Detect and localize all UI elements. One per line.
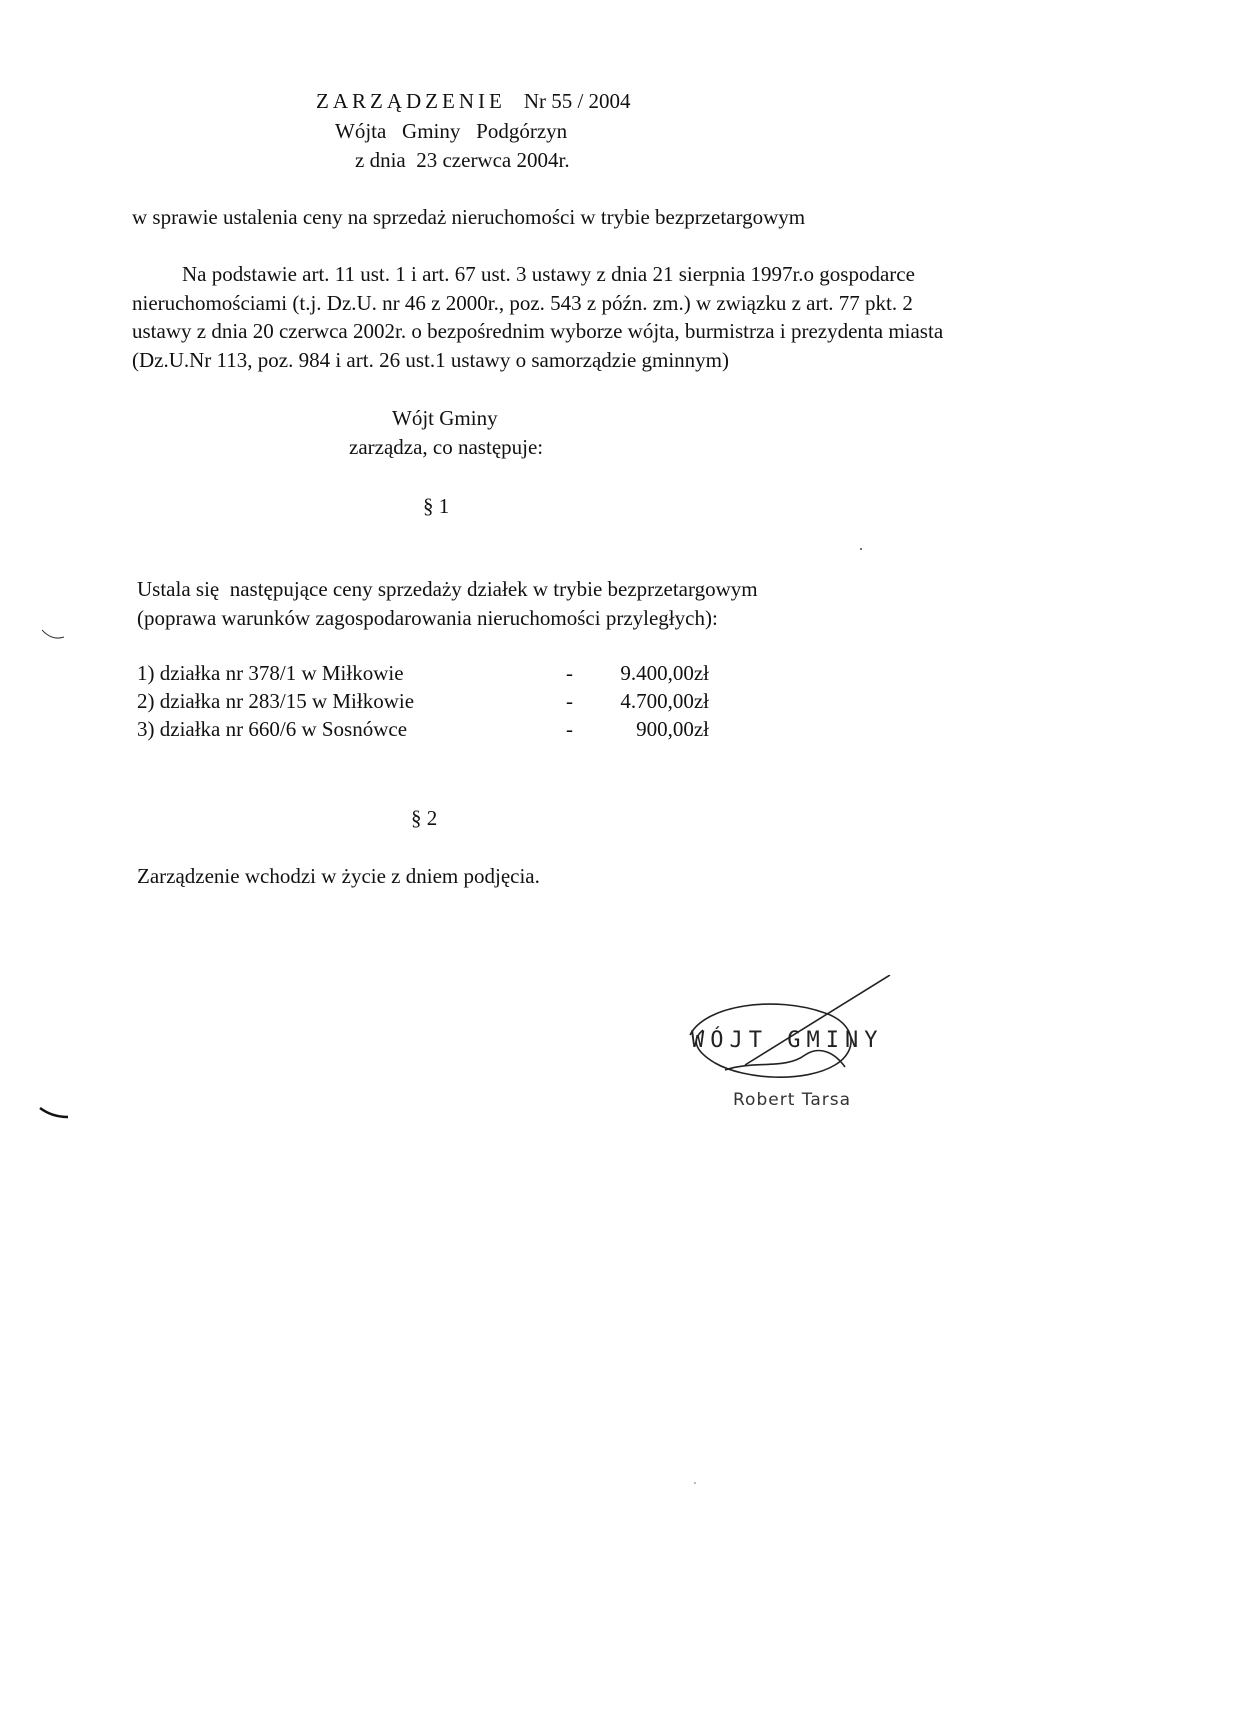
plot-dash: - (566, 689, 573, 713)
scan-artifact-mark (38, 625, 78, 645)
plot-list-item (137, 717, 737, 745)
plot-price: 9.400,00zł (620, 661, 709, 685)
section-1-intro-1: Ustala się następujące ceny sprzedaży działek w trybie bezprzetargowym (137, 577, 758, 601)
plot-list-item (137, 661, 737, 689)
date-line: z dnia 23 czerwca 2004r. (355, 148, 570, 172)
plot-price: 4.700,00zł (620, 689, 709, 713)
stamp-title-text: WÓJT GMINY (691, 1028, 884, 1053)
plot-description: 3) działka nr 660/6 w Sosnówce (137, 717, 408, 741)
title-word: ZARZĄDZENIE (316, 89, 506, 113)
preamble-line-1: Na podstawie art. 11 ust. 1 i art. 67 ust. 3 ustawy z dnia 21 sierpnia 1997r.o gospodarce (182, 262, 915, 286)
preamble-line-2: nieruchomościami (t.j. Dz.U. nr 46 z 2000r., poz. 543 z późn. zm.) w związku z art. 77 pkt. 2 (132, 291, 913, 315)
document-number: Nr 55 / 2004 (523, 89, 631, 113)
section-1-intro-2: (poprawa warunków zagospodarowania nieruchomości przyległych): (137, 606, 718, 630)
section-1-heading: § 1 (423, 494, 450, 518)
formula-line: zarządza, co następuje: (349, 435, 544, 459)
signature-stamp (685, 975, 915, 1135)
document-title (316, 88, 631, 115)
scan-artifact-dot (692, 1480, 698, 1486)
section-2-heading: § 2 (411, 806, 438, 830)
issuer-line: Wójta Gminy Podgórzyn (335, 119, 568, 143)
authority-line: Wójt Gminy (392, 406, 498, 430)
section-2-text: Zarządzenie wchodzi w życie z dniem podjęcia. (137, 864, 540, 888)
preamble-line-3: ustawy z dnia 20 czerwca 2002r. o bezpośrednim wyborze wójta, burmistrza i prezydenta miasta (132, 319, 944, 343)
subject-line: w sprawie ustalenia ceny na sprzedaż nieruchomości w trybie bezprzetargowym (132, 205, 806, 229)
plot-dash: - (566, 661, 573, 685)
plot-list-item (137, 689, 737, 717)
preamble-line-4: (Dz.U.Nr 113, poz. 984 i art. 26 ust.1 ustawy o samorządzie gminnym) (132, 348, 730, 372)
plot-description: 2) działka nr 283/15 w Miłkowie (137, 689, 415, 713)
plot-dash: - (566, 717, 573, 741)
scan-artifact-dot (858, 546, 864, 552)
scan-artifact-mark (38, 1105, 78, 1125)
plot-price: 900,00zł (636, 717, 709, 741)
plot-description: 1) działka nr 378/1 w Miłkowie (137, 661, 404, 685)
stamp-name-text: Robert Tarsa (733, 1090, 852, 1110)
